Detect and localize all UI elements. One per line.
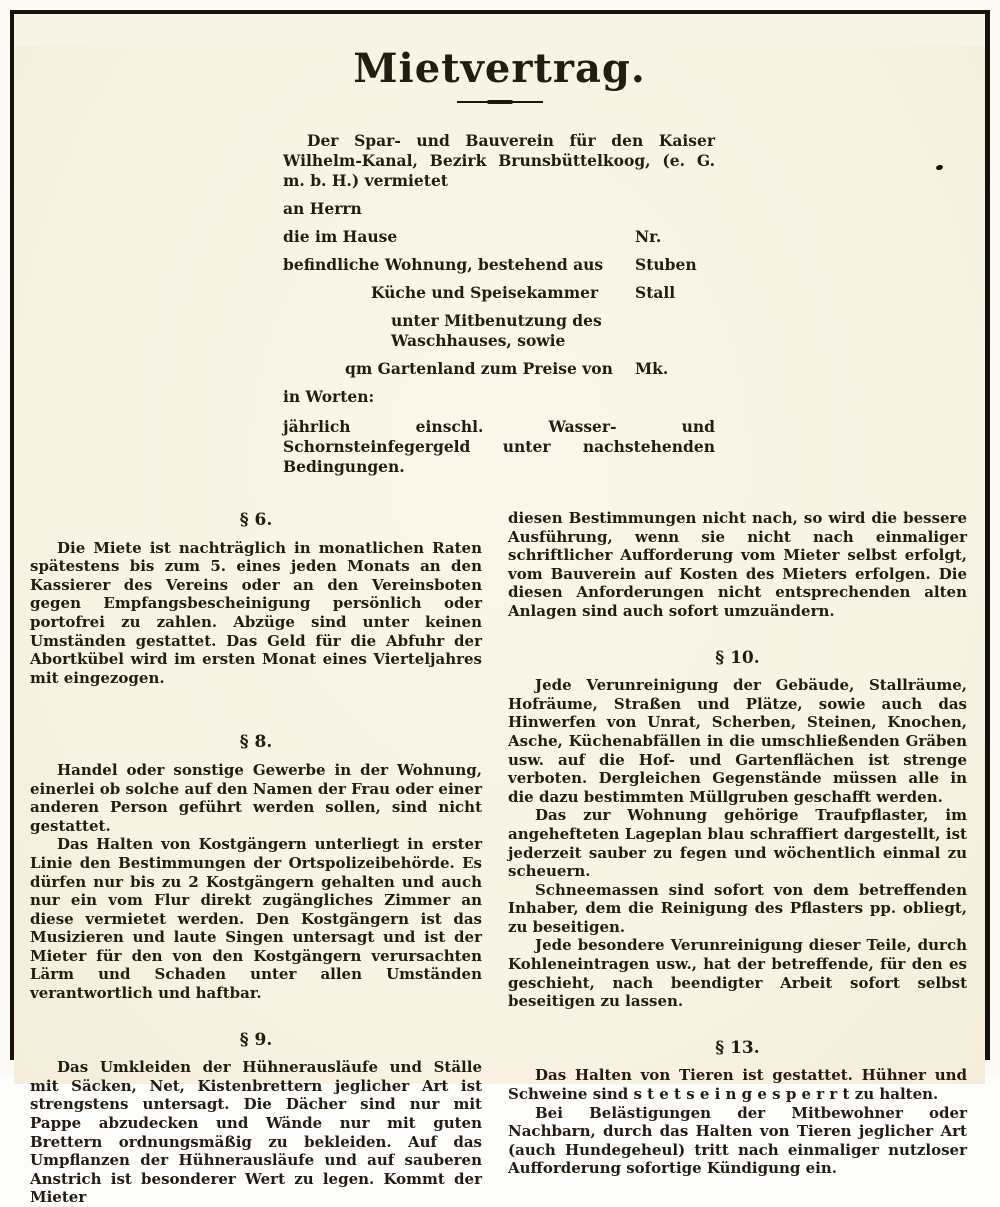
section-heading-par-9: § 9. <box>239 1029 273 1050</box>
section-heading-par-10: § 10. <box>715 647 760 668</box>
page-title: Mietvertrag. <box>353 45 646 92</box>
title-divider-accent <box>487 100 513 104</box>
terms-columns <box>14 509 985 1207</box>
form-label-washhouse: unter Mitbenutzung des Waschhauses, sowie <box>391 311 602 350</box>
lessor-paragraph: Der Spar- und Bauverein für den Kaiser Wilhelm-Kanal, Bezirk Brunsbüttelkoog, (e. G. m. b. H.) vermietet <box>283 131 715 190</box>
terms-column-left <box>30 509 482 1207</box>
contract-page <box>14 45 985 1207</box>
form-row-closing <box>283 417 715 477</box>
form-row-garden <box>283 359 715 379</box>
form-row-washhouse <box>283 311 715 351</box>
paragraph-continuation: diesen Bestimmungen nicht nach, so wird die bessere Ausführung, wenn sie nicht nach einmaliger schriftlicher Aufforderung vom Mieter selbst erfolgt, vom Bauverein auf Kosten des Mieters erfolgen. Die diesen Anforderungen nicht entsprechenden alten Anlagen sind auch sofort umzuändern. <box>508 509 967 620</box>
form-label-rooms: Stuben <box>635 255 697 274</box>
section-heading-par-8: § 8. <box>239 732 273 753</box>
section-par-9 <box>30 1031 482 1207</box>
form-label-tenant: an Herrn <box>283 199 362 218</box>
form-label-number: Nr. <box>635 227 662 246</box>
form-label-house: die im Hause <box>283 227 398 246</box>
section-par-13 <box>508 1039 967 1178</box>
form-row-tenant <box>283 199 715 219</box>
form-label-marks: Mk. <box>635 359 669 378</box>
title-divider-rule <box>457 101 543 103</box>
section-par-8 <box>30 733 482 1002</box>
section-heading-par-13: § 13. <box>715 1037 760 1058</box>
form-row-in-words <box>283 387 715 407</box>
paragraph: Jede besondere Verunreinigung dieser Teile, durch Kohleneintragen usw., hat der betreffende, für den es geschieht, nach beendigter Arbeit sofort selbst beseitigen zu lassen. <box>508 936 967 1011</box>
form-label-garden: qm Gartenland zum Preise von <box>345 359 613 378</box>
paragraph: Jede Verunreinigung der Gebäude, Stallräume, Hofräume, Straßen und Plätze, sowie auch das Hinwerfen von Unrat, Scherben, Steinen, Knochen, Asche, Küchenabfällen in die umschließenden Gräben usw. auf die Hof- und Gartenflächen ist strenge verboten. Dergleichen Gegenstände müssen alle in die dazu bestimmten Müllgruben geschafft werden. <box>508 676 967 806</box>
ink-spot <box>935 164 943 171</box>
paragraph: Schneemassen sind sofort von dem betreffenden Inhaber, dem die Reinigung des Pflasters pp. obliegt, zu beseitigen. <box>508 880 967 936</box>
form-label-kitchen: Küche und Speisekammer <box>371 283 599 302</box>
paragraph: Das Halten von Tieren ist gestattet. Hühner und Schweine sind s t e t s e i n g e s p e r r t zu halten. <box>508 1066 967 1104</box>
paragraph: Handel oder sonstige Gewerbe in der Wohnung, einerlei ob solche auf den Namen der Frau oder einer anderen Person geführt werden sollen, sind nicht gestattet. <box>30 760 482 835</box>
paragraph: Die Miete ist nachträglich in monatlichen Raten spätestens bis zum 5. eines jeden Monats an den Kassierer des Vereins oder an den Vereinsboten gegen Empfangsbescheinigung persönlich oder portofrei zu zahlen. Abzüge sind unter keinen Umständen gestattet. Das Geld für die Abfuhr der Abortkübel wird im ersten Monat eines Vierteljahres mit eingezogen. <box>30 538 482 687</box>
terms-column-right <box>508 509 967 1207</box>
contract-header-form <box>283 131 715 477</box>
form-row-dwelling <box>283 255 715 275</box>
form-label-in-words: in Worten: <box>283 387 375 406</box>
paragraph: Das Halten von Kostgängern unterliegt in erster Linie den Bestimmungen der Ortspolizeibehörde. Es dürfen nur bis zu 2 Kostgängern gehalten und auch nur ein vom Flur direkt zugängliches Zimmer an diese vermietet werden. Den Kostgängern ist das Musizieren und laute Singen untersagt und ist der Mieter für den von den Kostgängern verursachten Lärm und Schaden unter allen Umständen verantwortlich und haftbar. <box>30 835 482 1003</box>
section-par-6 <box>30 511 482 687</box>
form-row-kitchen <box>283 283 715 303</box>
paragraph: Das Umkleiden der Hühnerausläufe und Ställe mit Säcken, Net, Kistenbrettern jeglicher Art ist strengstens untersagt. Die Dächer sind nur mit Pappe abzudecken und Wände nur mit guten Brettern ordnungsmäßig zu bekleiden. Auf das Umpflanzen der Hühnerausläufe und auf sauberen Anstrich ist besonderer Wert zu legen. Kommt der Mieter <box>30 1058 482 1207</box>
form-label-closing: jährlich einschl. Wasser- und Schornsteinfegergeld unter nachstehenden Bedingungen. <box>283 417 715 476</box>
section-par-10 <box>508 649 967 1011</box>
form-label-stable: Stall <box>635 283 676 302</box>
paragraph: Bei Belästigungen der Mitbewohner oder Nachbarn, durch das Halten von Tieren jeglicher Art (auch Hundegeheul) tritt nach einmaliger nutzloser Aufforderung sofortige Kündigung ein. <box>508 1103 967 1178</box>
section-heading-par-6: § 6. <box>239 510 273 530</box>
section-continuation <box>508 509 967 621</box>
form-row-house <box>283 227 715 247</box>
form-label-dwelling: befindliche Wohnung, bestehend aus <box>283 255 604 274</box>
paragraph: Das zur Wohnung gehörige Traufpflaster, im angehefteten Lageplan blau schraffiert dargestellt, ist jederzeit sauber zu fegen und wöchentlich einmal zu scheuern. <box>508 806 967 881</box>
page-border-frame <box>10 10 990 1207</box>
